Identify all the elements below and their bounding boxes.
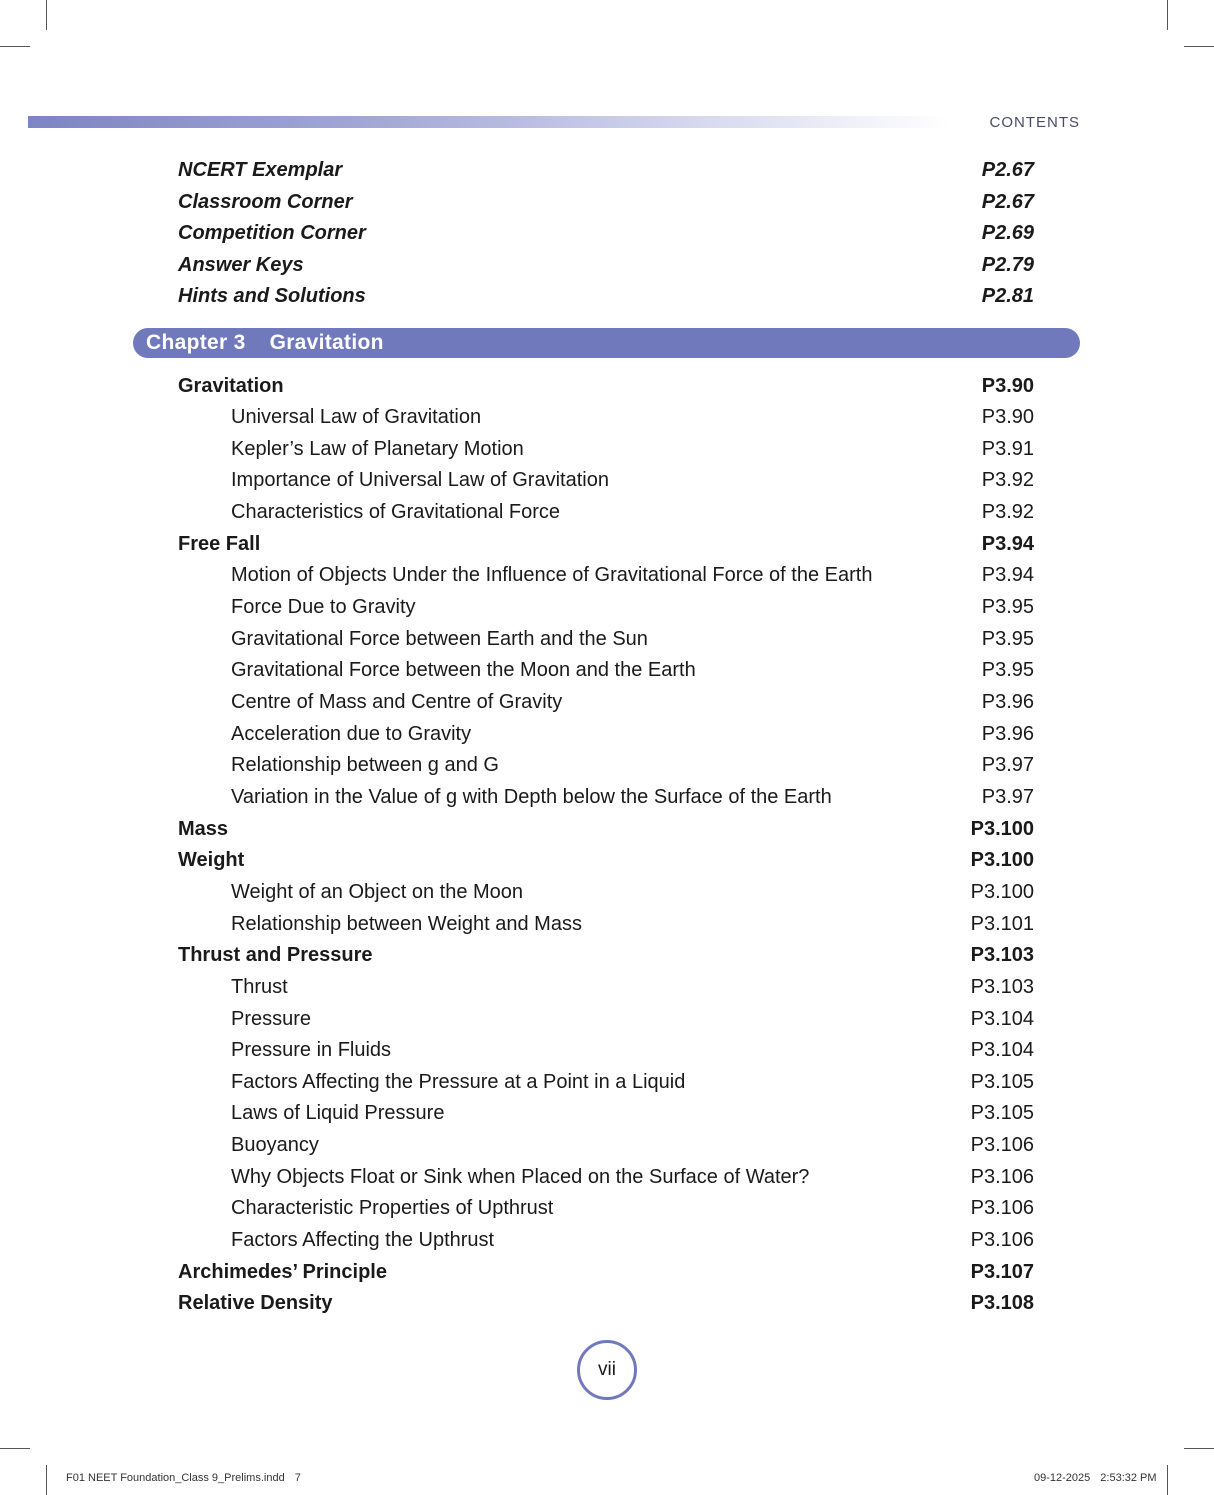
toc-entry-title: Factors Affecting the Upthrust — [231, 1229, 495, 1252]
footer-date: 09-12-2025 — [1034, 1472, 1091, 1484]
toc-entry-page: P3.92 — [981, 501, 1034, 524]
crop-mark — [46, 1465, 47, 1495]
toc-subsection — [231, 1225, 1034, 1256]
toc-entry-page: P3.96 — [981, 722, 1034, 745]
toc-entry-page: P3.94 — [981, 564, 1034, 587]
header-gradient-bar — [28, 116, 948, 128]
toc-entry-page: P3.103 — [970, 944, 1034, 967]
toc-subsection — [231, 972, 1034, 1003]
crop-mark — [1167, 1465, 1168, 1495]
chapter-title: Gravitation — [269, 331, 384, 354]
contents-label: CONTENTS — [989, 114, 1080, 131]
crop-mark — [0, 46, 30, 47]
toc-subsection — [231, 592, 1034, 623]
toc-subsection — [231, 655, 1034, 686]
toc-entry-title: Relationship between g and G — [231, 754, 499, 777]
toc-entry-title: Free Fall — [178, 532, 261, 555]
toc-subsection — [231, 1130, 1034, 1161]
toc-subsection — [231, 434, 1034, 465]
toc-section — [178, 845, 1034, 876]
toc-entry-page: P3.90 — [981, 374, 1034, 397]
toc-subsection — [231, 1193, 1034, 1224]
footer-time: 2:53:32 PM — [1100, 1472, 1157, 1484]
toc-subsection — [231, 497, 1034, 528]
crop-mark — [0, 1448, 30, 1449]
toc-entry-title: Kepler’s Law of Planetary Motion — [231, 437, 524, 460]
footer-timestamp — [1034, 1472, 1157, 1484]
toc-entry-page: P2.81 — [981, 285, 1034, 308]
toc-entry-title: Hints and Solutions — [178, 285, 366, 308]
toc-entry-page: P3.106 — [970, 1197, 1034, 1220]
footer-file-info — [66, 1472, 301, 1484]
toc-entry-title: Relationship between Weight and Mass — [231, 912, 582, 935]
toc-entry-page: P2.69 — [981, 222, 1034, 245]
toc-subsection — [231, 624, 1034, 655]
toc-entry-title: Factors Affecting the Pressure at a Point in a Liquid — [231, 1070, 686, 1093]
toc-entry-page: P3.101 — [970, 912, 1034, 935]
toc-entry-title: Buoyancy — [231, 1134, 319, 1157]
toc-entry-page: P3.105 — [970, 1070, 1034, 1093]
toc-subsection — [231, 402, 1034, 433]
chapter-banner — [133, 328, 1080, 358]
toc-entry-page: P3.97 — [981, 785, 1034, 808]
toc-entry-page: P3.100 — [970, 849, 1034, 872]
toc-subsection — [231, 1067, 1034, 1098]
toc-entry-title: Weight — [178, 849, 245, 872]
toc-entry-title: Characteristics of Gravitational Force — [231, 501, 561, 524]
page-number-badge — [577, 1340, 637, 1400]
toc-entry-page: P3.100 — [970, 817, 1034, 840]
crop-mark — [1167, 0, 1168, 30]
toc-subsection — [231, 719, 1034, 750]
page-number: vii — [598, 1359, 616, 1380]
toc-entry-title: Laws of Liquid Pressure — [231, 1102, 445, 1125]
toc-entry-title: Force Due to Gravity — [231, 596, 416, 619]
toc-section — [178, 529, 1034, 560]
toc-entry — [178, 187, 1034, 218]
toc-subsection — [231, 687, 1034, 718]
toc-entry-page: P3.108 — [970, 1292, 1034, 1315]
toc-section — [178, 1257, 1034, 1288]
toc-subsection — [231, 1162, 1034, 1193]
toc-entry-page: P2.79 — [981, 253, 1034, 276]
toc-entry-page: P3.103 — [970, 975, 1034, 998]
toc-entry-title: Acceleration due to Gravity — [231, 722, 472, 745]
toc-entry — [178, 155, 1034, 186]
toc-entry-page: P3.106 — [970, 1229, 1034, 1252]
toc-subsection — [231, 1004, 1034, 1035]
toc-subsection — [231, 750, 1034, 781]
toc-entry — [178, 250, 1034, 281]
toc-entry-title: Mass — [178, 817, 229, 840]
toc-entry-title: Thrust and Pressure — [178, 944, 373, 967]
crop-mark — [46, 0, 47, 30]
toc-entry-page: P3.90 — [981, 406, 1034, 429]
toc-entry-title: Centre of Mass and Centre of Gravity — [231, 691, 563, 713]
toc-entry-page: P3.95 — [981, 627, 1034, 650]
toc-subsection — [231, 560, 1034, 591]
toc-entry-page: P3.104 — [970, 1039, 1034, 1062]
toc-entry-page: P3.106 — [970, 1134, 1034, 1157]
toc-entry-page: P3.95 — [981, 596, 1034, 619]
toc-entry — [178, 281, 1034, 312]
toc-subsection — [231, 909, 1034, 940]
toc-entry-page: P3.104 — [970, 1007, 1034, 1030]
toc-entry-title: Importance of Universal Law of Gravitation — [231, 469, 609, 492]
toc-subsection — [231, 782, 1034, 813]
toc-entry-title: Relative Density — [178, 1292, 333, 1315]
toc-entry-title: NCERT Exemplar — [178, 159, 343, 181]
toc-entry-title: Classroom Corner — [178, 190, 353, 213]
toc-entry-title: Pressure — [231, 1007, 312, 1030]
toc-section — [178, 371, 1034, 402]
toc-entry-page: P3.100 — [970, 880, 1034, 903]
chapter-number: Chapter 3 — [146, 331, 246, 354]
toc-entry-page: P3.94 — [981, 532, 1034, 555]
toc-subsection — [231, 1035, 1034, 1066]
toc-entry-page: P3.92 — [981, 469, 1034, 492]
toc-entry-page: P3.97 — [981, 754, 1034, 777]
toc-entry-page: P3.106 — [970, 1165, 1034, 1188]
toc-entry-page: P3.96 — [981, 691, 1034, 713]
toc-entry-title: Gravitation — [178, 374, 284, 397]
toc-entry-title: Gravitational Force between Earth and the Sun — [231, 627, 648, 650]
toc-entry-title: Archimedes’ Principle — [178, 1260, 387, 1283]
toc-section — [178, 940, 1034, 971]
toc-entry-page: P3.107 — [970, 1260, 1034, 1283]
toc-entry-page: P3.95 — [981, 659, 1034, 682]
toc-entry-title: Universal Law of Gravitation — [231, 406, 482, 429]
toc-entry-page: P2.67 — [981, 190, 1034, 213]
toc-entry-page: P2.67 — [981, 159, 1034, 181]
footer-file-page: 7 — [294, 1472, 301, 1484]
toc-entry-title: Motion of Objects Under the Influence of Gravitational Force of the Earth — [231, 564, 873, 587]
toc-entry-title: Variation in the Value of g with Depth below the Surface of the Earth — [231, 785, 832, 808]
toc-section — [178, 814, 1034, 845]
toc-section — [178, 1288, 1034, 1319]
toc-subsection — [231, 877, 1034, 908]
toc-entry-title: Thrust — [231, 975, 288, 998]
toc-entry-title: Pressure in Fluids — [231, 1039, 392, 1062]
toc-subsection — [231, 465, 1034, 496]
crop-mark — [1184, 46, 1214, 47]
crop-mark — [1184, 1448, 1214, 1449]
toc-entry-title: Why Objects Float or Sink when Placed on the Surface of Water? — [231, 1165, 810, 1188]
toc-entry-title: Weight of an Object on the Moon — [231, 880, 524, 903]
toc-entry-page: P3.91 — [981, 437, 1034, 460]
toc-entry-page: P3.105 — [970, 1102, 1034, 1125]
toc-entry-title: Characteristic Properties of Upthrust — [231, 1197, 554, 1220]
toc-entry-title: Competition Corner — [178, 222, 366, 245]
toc-subsection — [231, 1098, 1034, 1129]
footer-file-name: F01 NEET Foundation_Class 9_Prelims.indd — [66, 1472, 285, 1484]
toc-entry-title: Gravitational Force between the Moon and the Earth — [231, 659, 696, 682]
toc-entry — [178, 218, 1034, 249]
toc-entry-title: Answer Keys — [178, 253, 304, 276]
